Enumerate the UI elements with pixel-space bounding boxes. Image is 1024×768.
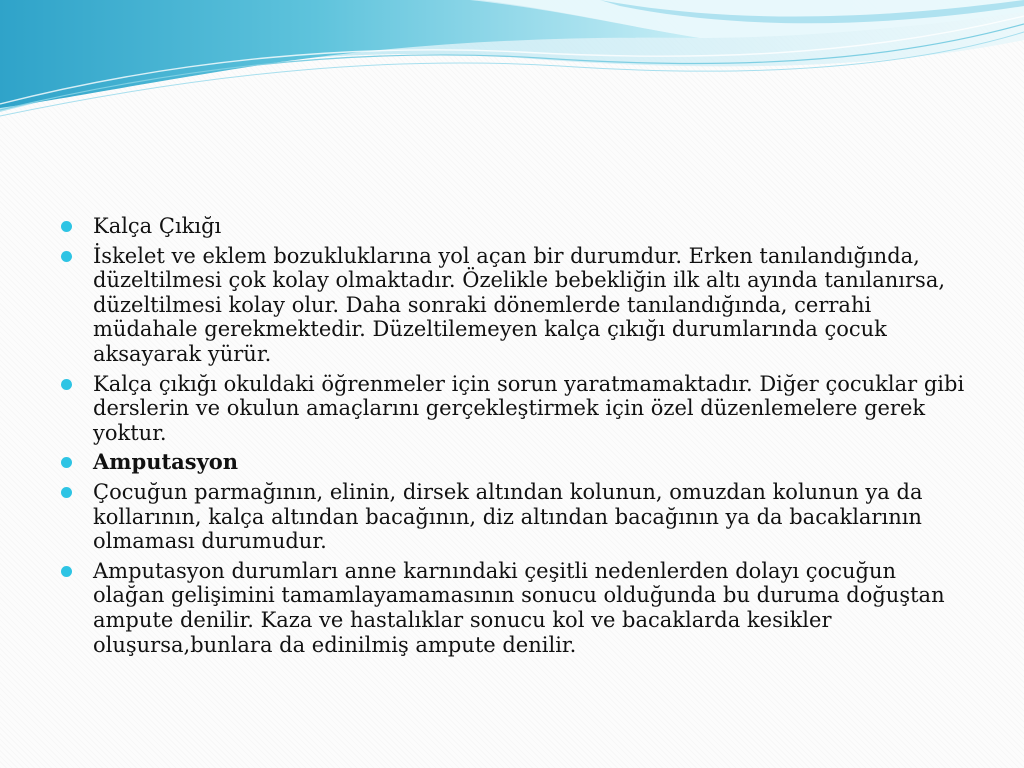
bullet-item — [60, 480, 970, 554]
bullet-dot-icon — [61, 251, 72, 262]
bullet-text: Amputasyon durumları anne karnındaki çeşitli nedenlerden dolayı çocuğun olağan gelişimini tamamlayamamasının sonucu olduğunda bu duruma doğuştan ampute denilir. Kaza ve hastalıklar sonucu kol ve bacaklarda kesikler oluşursa,bunlara da edinilmiş ampute denilir. — [93, 558, 945, 657]
bullet-text: Kalça çıkığı okuldaki öğrenmeler için sorun yaratmamaktadır. Diğer çocuklar gibi derslerin ve okulun amaçlarını gerçekleştirmek için özel düzenlemelere gerek yoktur. — [93, 371, 965, 445]
bullet-dot-icon — [61, 566, 72, 577]
bullet-item — [60, 244, 970, 367]
bullet-item-heading — [60, 450, 970, 475]
bullet-item — [60, 372, 970, 446]
header-wave-decoration — [0, 0, 1024, 130]
bullet-item — [60, 214, 970, 239]
bullet-list — [60, 214, 970, 657]
bullet-dot-icon — [61, 221, 72, 232]
bullet-item — [60, 559, 970, 657]
bullet-dot-icon — [61, 379, 72, 390]
bullet-heading-text: Amputasyon — [93, 449, 239, 475]
bullet-text: Kalça Çıkığı — [93, 214, 222, 238]
bullet-text: Çocuğun parmağının, elinin, dirsek altından kolunun, omuzdan kolunun ya da kollarının, kalça altından bacağının, diz altından bacağının ya da bacaklarının olmaması durumudur. — [93, 479, 923, 554]
bullet-dot-icon — [61, 457, 72, 468]
bullet-text: İskelet ve eklem bozukluklarına yol açan bir durumdur. Erken tanılandığında, düzeltilmesi çok kolay olmaktadır. Özelikle bebekliğin ilk altı ayında tanılanırsa, düzeltilmesi kolay olur. Daha sonraki dönemlerde tanılandığında, cerrahi müdahale gerekmektedir. Düzeltilemeyen kalça çıkığı durumlarında çocuk aksayarak yürür. — [93, 243, 946, 366]
slide-content — [60, 214, 970, 662]
bullet-dot-icon — [61, 487, 72, 498]
